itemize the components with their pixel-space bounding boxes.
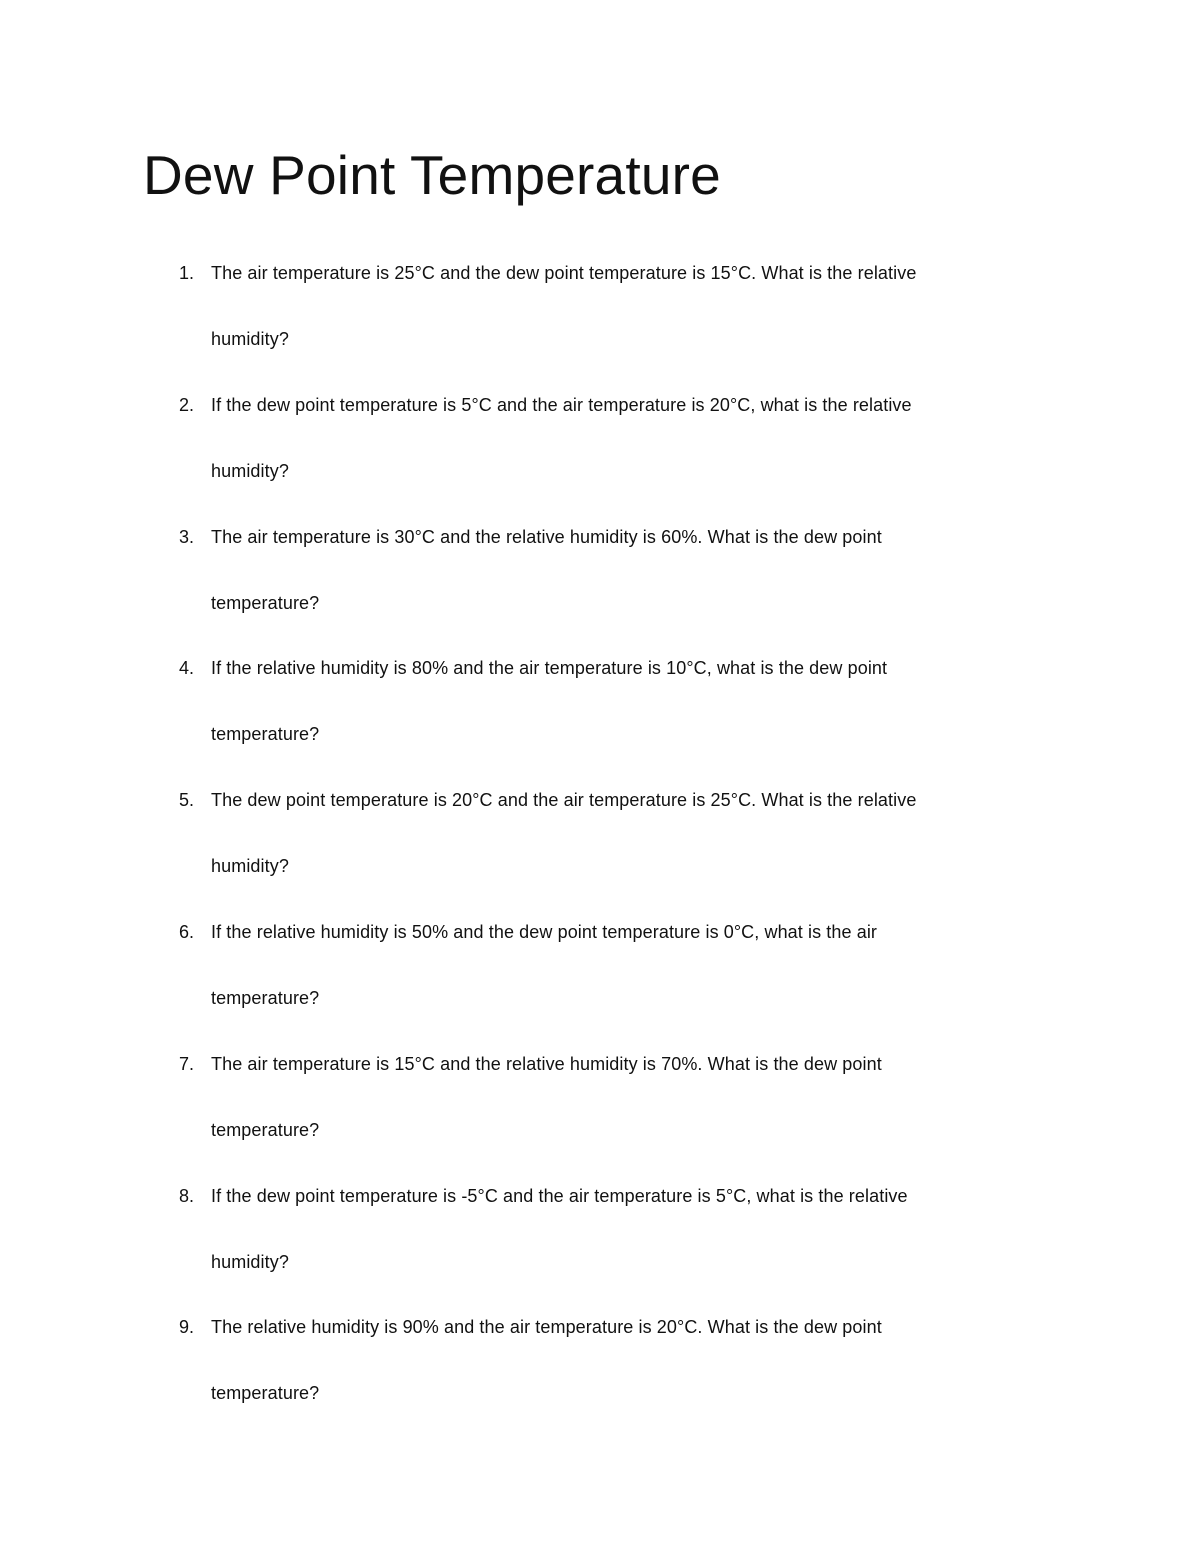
question-text: If the relative humidity is 50% and the dew point temperature is 0°C, what is the air temperature?	[211, 921, 878, 1008]
question-number: 4.	[178, 658, 194, 679]
question-list	[0, 240, 1200, 1426]
page-title: Dew Point Temperature	[143, 144, 721, 206]
question-item	[0, 504, 1200, 636]
question-number: 5.	[178, 790, 194, 811]
question-number: 7.	[178, 1053, 194, 1074]
question-text: The air temperature is 30°C and the relative humidity is 60%. What is the dew point temperature?	[211, 526, 882, 613]
question-text: The air temperature is 15°C and the relative humidity is 70%. What is the dew point temperature?	[211, 1053, 882, 1140]
question-number: 8.	[178, 1185, 194, 1206]
question-text: If the relative humidity is 80% and the air temperature is 10°C, what is the dew point temperature?	[211, 658, 888, 745]
question-text: The dew point temperature is 20°C and the air temperature is 25°C. What is the relative humidity?	[211, 790, 917, 877]
question-text: The relative humidity is 90% and the air temperature is 20°C. What is the dew point temperature?	[211, 1317, 882, 1404]
question-item	[0, 1294, 1200, 1426]
question-item	[0, 240, 1200, 372]
question-item	[0, 1031, 1200, 1163]
question-number: 6.	[178, 921, 194, 942]
question-number: 9.	[178, 1317, 194, 1338]
question-item	[0, 1163, 1200, 1295]
question-number: 3.	[178, 526, 194, 547]
question-item	[0, 635, 1200, 767]
question-number: 1.	[178, 263, 194, 283]
question-text: If the dew point temperature is -5°C and the air temperature is 5°C, what is the relative humidity?	[211, 1185, 908, 1272]
question-item	[0, 899, 1200, 1031]
question-text: The air temperature is 25°C and the dew point temperature is 15°C. What is the relative humidity?	[211, 263, 917, 349]
question-number: 2.	[178, 394, 194, 415]
question-item	[0, 372, 1200, 504]
question-text: If the dew point temperature is 5°C and the air temperature is 20°C, what is the relative humidity?	[211, 394, 912, 481]
question-item	[0, 767, 1200, 899]
